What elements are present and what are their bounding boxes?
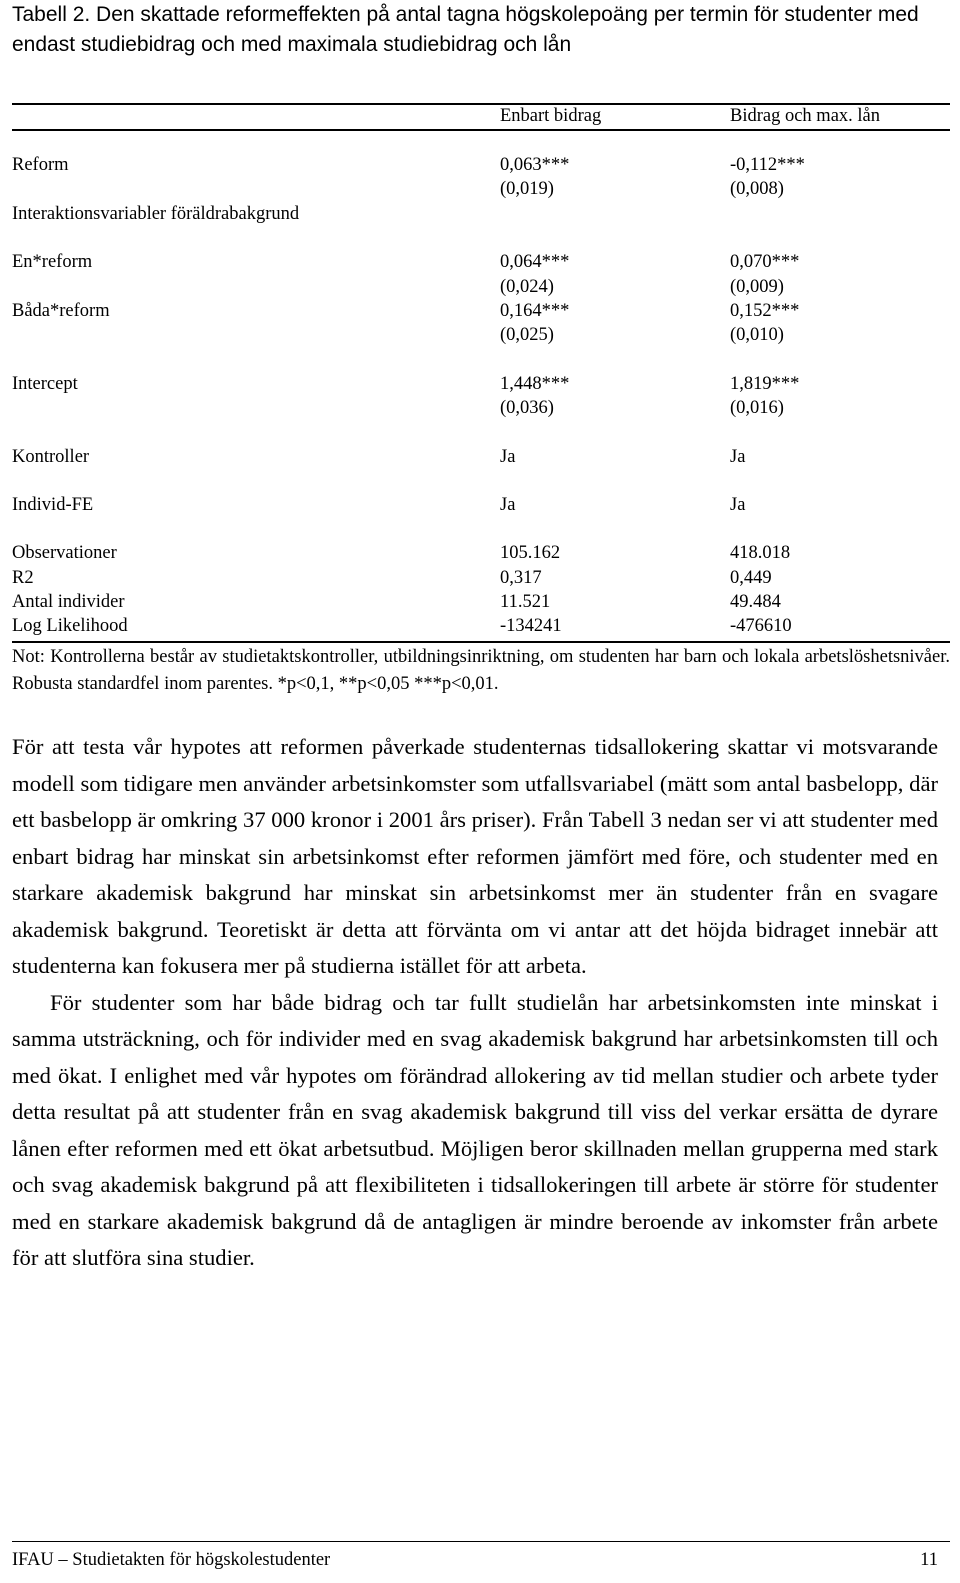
row-value-col2: (0,008): [730, 179, 784, 199]
paragraph: För studenter som har både bidrag och tar fullt studielån har arbetsinkomsten inte minskat i samma utsträckning, och för individer med en svag akademisk bakgrund har arbetsinkomsten till och med ökat. I enlighet med vår hypotes om förändrad allokering av tid mellan studier och arbete tyder detta resultat på att studenter från en svag akademisk bakgrund till viss del verkar ersätta de dyrare lånen efter reformen med ett ökat arbetsutbud. Möjligen beror skillnaden mellan grupperna med stark och svag akademisk bakgrund på att flexibiliteten i tidsallokeringen till arbete är större för studenter med en starkare akademisk bakgrund då de antagligen är mindre beroende av inkomster från arbete för att slutföra sina studier.: [12, 989, 938, 1270]
table-header-row: [12, 106, 950, 130]
table-row: [12, 592, 950, 616]
table-bottom-rule: [12, 641, 950, 643]
row-value-col1: 105.162: [500, 543, 561, 563]
row-label: Individ-FE: [12, 495, 94, 515]
row-value-col1: -134241: [500, 616, 562, 636]
table-row: [12, 204, 950, 228]
row-label: Interaktionsvariabler föräldrabakgrund: [12, 204, 300, 224]
table-row: [12, 325, 950, 349]
row-value-col1: 0,317: [500, 568, 542, 588]
row-value-col2: 0,449: [730, 568, 772, 588]
table-top-rule: [12, 103, 950, 105]
row-value-col2: 0,152***: [730, 301, 800, 321]
row-value-col1: Ja: [500, 447, 516, 467]
row-value-col2: (0,010): [730, 325, 784, 345]
table-row: [12, 155, 950, 179]
row-label: Observationer: [12, 543, 117, 563]
row-label: Reform: [12, 155, 69, 175]
row-label: En*reform: [12, 252, 93, 272]
header-enbart-bidrag: Enbart bidrag: [500, 106, 602, 126]
table-row: [12, 398, 950, 422]
table-row: [12, 252, 950, 276]
row-value-col1: (0,036): [500, 398, 554, 418]
row-value-col1: (0,019): [500, 179, 554, 199]
row-value-col2: (0,016): [730, 398, 784, 418]
row-label: Intercept: [12, 374, 78, 394]
row-value-col2: -0,112***: [730, 155, 805, 175]
row-label: Kontroller: [12, 447, 90, 467]
row-value-col2: -476610: [730, 616, 792, 636]
row-value-col1: 0,063***: [500, 155, 570, 175]
row-label: Antal individer: [12, 592, 125, 612]
paragraph: För att testa vår hypotes att reformen påverkade studenternas tidsallokering skattar vi motsvarande modell som tidigare men använder arbetsinkomster som utfallsvariabel (mätt som antal basbelopp, där ett basbelopp är omkring 37 000 kronor i 2001 års priser). Från Tabell 3 nedan ser vi att studenter med enbart bidrag har minskat sin arbetsinkomst efter reformen jämfört med före, och studenter med en starkare akademisk bakgrund har minskat sin arbetsinkomst mer än studenter från en svagare akademisk bakgrund. Teoretiskt är detta att förvänta om vi antar att det höjda bidraget innebär att studenterna kan fokusera mer på studierna istället för att arbeta.: [12, 734, 938, 978]
row-value-col1: 11.521: [500, 592, 551, 612]
table-row: [12, 179, 950, 203]
footer-title: IFAU – Studietakten för högskolestudenter: [12, 1550, 331, 1570]
table-row: [12, 616, 950, 640]
header-bidrag-och-lan: Bidrag och max. lån: [730, 106, 881, 126]
row-value-col1: 0,164***: [500, 301, 570, 321]
footer-rule: [12, 1541, 950, 1542]
table-row: [12, 301, 950, 325]
row-value-col1: 0,064***: [500, 252, 570, 272]
row-value-col2: 49.484: [730, 592, 781, 612]
row-value-col2: (0,009): [730, 277, 784, 297]
row-value-col1: (0,024): [500, 277, 554, 297]
table-row: [12, 374, 950, 398]
table-row: [12, 568, 950, 592]
row-value-col1: (0,025): [500, 325, 554, 345]
page-number: 11: [920, 1550, 938, 1570]
table-note: Not: Kontrollerna består av studietaktskontroller, utbildningsinriktning, om studenten har barn och lokala arbetslöshetsnivåer. Robusta standardfel inom parentes. *p<0,1, **p<0,05 ***p<0,01.: [12, 647, 950, 694]
table-caption: Tabell 2. Den skattade reformeffekten på antal tagna högskolepoäng per termin för studenter med endast studiebidrag och med maximala studiebidrag och lån: [12, 3, 919, 56]
row-value-col2: Ja: [730, 447, 746, 467]
table-row: [12, 495, 950, 519]
row-value-col2: 0,070***: [730, 252, 800, 272]
row-value-col2: 1,819***: [730, 374, 800, 394]
row-value-col1: Ja: [500, 495, 516, 515]
row-value-col2: 418.018: [730, 543, 791, 563]
row-label: Båda*reform: [12, 301, 110, 321]
table-row: [12, 447, 950, 471]
row-value-col2: Ja: [730, 495, 746, 515]
row-value-col1: 1,448***: [500, 374, 570, 394]
row-label: R2: [12, 568, 34, 588]
table-row: [12, 277, 950, 301]
body-text: [12, 729, 938, 1277]
table-header-rule: [12, 129, 950, 131]
table-row: [12, 543, 950, 567]
row-label: Log Likelihood: [12, 616, 128, 636]
